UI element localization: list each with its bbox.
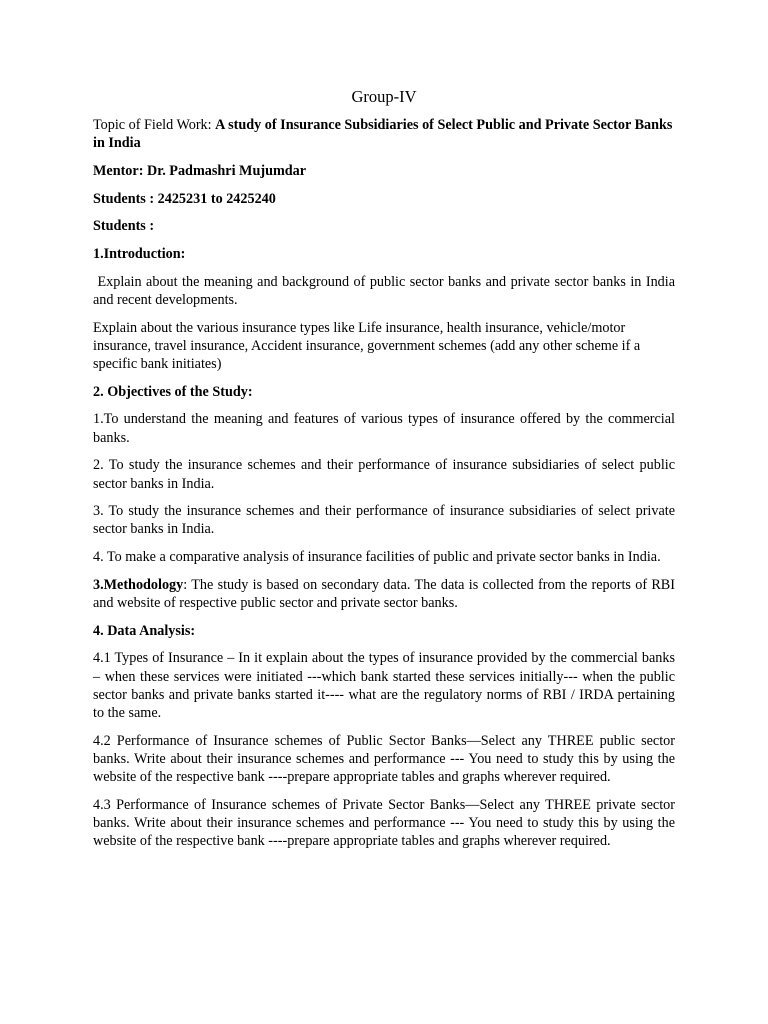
students-range-text: Students : 2425231 to 2425240 xyxy=(93,190,276,207)
introduction-paragraph-2: Explain about the various insurance types like Life insurance, health insurance, vehicle/motor insurance, travel insurance, Accident insurance, government schemes (add any other scheme if a specific bank initiates) xyxy=(93,319,641,373)
page-title: Group-IV xyxy=(351,87,417,106)
students-blank-text: Students : xyxy=(93,218,155,235)
data-analysis-item-3: 4.3 Performance of Insurance schemes of Private Sector Banks—Select any THREE private sector banks. Write about their insurance schemes and performance --- You need to study this by using the website of the respective bank ----prepare appropriate tables and graphs wherever required. xyxy=(93,796,675,850)
objective-item-3: 3. To study the insurance schemes and their performance of insurance subsidiaries of select private sector banks in India. xyxy=(93,503,675,538)
students-range-line xyxy=(93,190,675,208)
students-blank-line xyxy=(93,217,675,235)
methodology-paragraph xyxy=(93,576,675,612)
methodology-label: 3.Methodology xyxy=(93,576,184,593)
methodology-text: : The study is based on secondary data. The data is collected from the reports of RBI and website of respective public sector and private sector banks. xyxy=(93,576,675,612)
introduction-paragraph-1: Explain about the meaning and background of public sector banks and private sector banks in India and recent developments. xyxy=(93,273,675,308)
data-analysis-item-2: 4.2 Performance of Insurance schemes of Public Sector Banks—Select any THREE public sector banks. Write about their insurance schemes and performance --- You need to study this by using the website of the respective bank ----prepare appropriate tables and graphs wherever required. xyxy=(93,732,675,786)
introduction-heading-text: 1.Introduction: xyxy=(93,246,186,263)
topic-value: A study of Insurance Subsidiaries of Select Public and Private Sector Banks in India xyxy=(93,117,673,152)
data-analysis-heading xyxy=(93,622,675,640)
introduction-heading xyxy=(93,245,675,263)
mentor-line xyxy=(93,162,675,180)
objective-item-4: 4. To make a comparative analysis of insurance facilities of public and private sector banks in India. xyxy=(93,549,661,566)
topic-line xyxy=(93,116,675,152)
document-page xyxy=(93,86,675,860)
data-analysis-heading-text: 4. Data Analysis: xyxy=(93,622,196,639)
objective-item-1: 1.To understand the meaning and features of various types of insurance offered by the commercial banks. xyxy=(93,411,675,446)
objectives-heading-text: 2. Objectives of the Study: xyxy=(93,383,253,400)
data-analysis-item-1: 4.1 Types of Insurance – In it explain about the types of insurance provided by the commercial banks – when these services were initiated ---which bank started these services initially--- when the public sector banks and private banks started it---- what are the regulatory norms of RBI / IRDA pertaining to the same. xyxy=(93,650,675,722)
mentor-text: Mentor: Dr. Padmashri Mujumdar xyxy=(93,162,307,179)
topic-label: Topic of Field Work: xyxy=(93,117,216,133)
objectives-heading xyxy=(93,383,675,401)
objective-item-2: 2. To study the insurance schemes and their performance of insurance subsidiaries of select public sector banks in India. xyxy=(93,457,675,492)
